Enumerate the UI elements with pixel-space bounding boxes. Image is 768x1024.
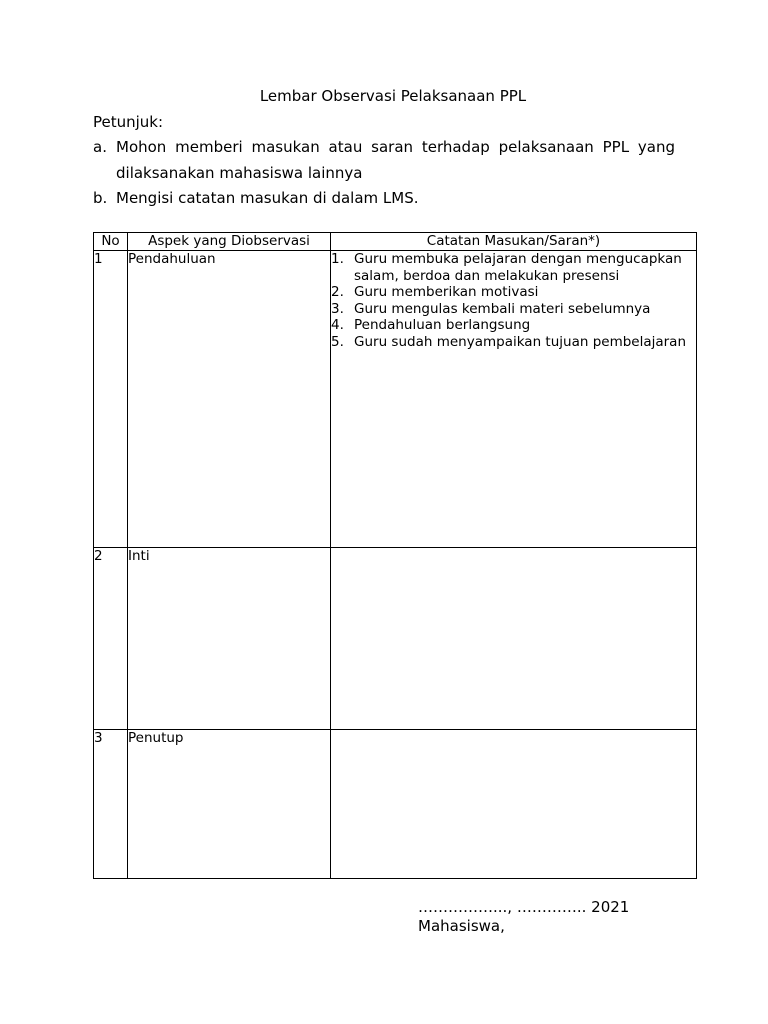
- row-aspect: Penutup: [128, 730, 331, 879]
- list-item-number: 1.: [331, 251, 344, 267]
- list-item: [331, 334, 696, 351]
- column-header-aspect: Aspek yang Diobservasi: [128, 233, 331, 251]
- row-notes: [331, 730, 697, 879]
- table-header-row: [94, 233, 697, 251]
- signature-date-line: ……………..., ………….. 2021: [418, 898, 630, 916]
- signature-role: Mahasiswa,: [418, 917, 505, 935]
- instruction-marker: a.: [93, 138, 107, 156]
- column-header-notes: Catatan Masukan/Saran*): [331, 233, 697, 251]
- list-item-text: Guru memberikan motivasi: [354, 284, 539, 300]
- instruction-marker: b.: [93, 189, 108, 207]
- instruction-item-b: [93, 185, 675, 211]
- notes-list: [331, 251, 696, 350]
- list-item: [331, 251, 696, 284]
- observation-table: [93, 232, 697, 879]
- list-item-text: Guru sudah menyampaikan tujuan pembelajaran: [354, 333, 687, 350]
- row-number: 1: [94, 251, 128, 548]
- row-notes: [331, 251, 697, 548]
- instruction-item-a: [93, 134, 675, 186]
- row-notes: [331, 548, 697, 730]
- list-item-text: Guru mengulas kembali materi sebelumnya: [354, 300, 651, 317]
- row-aspect: Inti: [128, 548, 331, 730]
- list-item: [331, 301, 696, 318]
- list-item: [331, 317, 696, 334]
- list-item-text: Pendahuluan berlangsung: [354, 317, 531, 333]
- document-title: Lembar Observasi Pelaksanaan PPL: [259, 87, 527, 105]
- instructions-heading: Petunjuk:: [93, 113, 164, 131]
- row-number: 2: [94, 548, 128, 730]
- column-header-no: No: [94, 233, 128, 251]
- signature-block: [418, 898, 629, 936]
- row-number: 3: [94, 730, 128, 879]
- list-item-number: 2.: [331, 284, 344, 300]
- instruction-text: Mengisi catatan masukan di dalam LMS.: [116, 189, 419, 207]
- list-item-number: 4.: [331, 317, 344, 333]
- list-item: [331, 284, 696, 301]
- list-item-number: 3.: [331, 300, 344, 317]
- table-row: [94, 548, 697, 730]
- table-row: [94, 730, 697, 879]
- row-aspect: Pendahuluan: [128, 251, 331, 548]
- instruction-text: Mohon memberi masukan atau saran terhadap pelaksanaan PPL yang dilaksanakan mahasiswa lainnya: [116, 138, 675, 182]
- list-item-text: Guru membuka pelajaran dengan mengucapkan salam, berdoa dan melakukan presensi: [354, 251, 682, 284]
- table-row: [94, 251, 697, 548]
- list-item-number: 5.: [331, 333, 344, 350]
